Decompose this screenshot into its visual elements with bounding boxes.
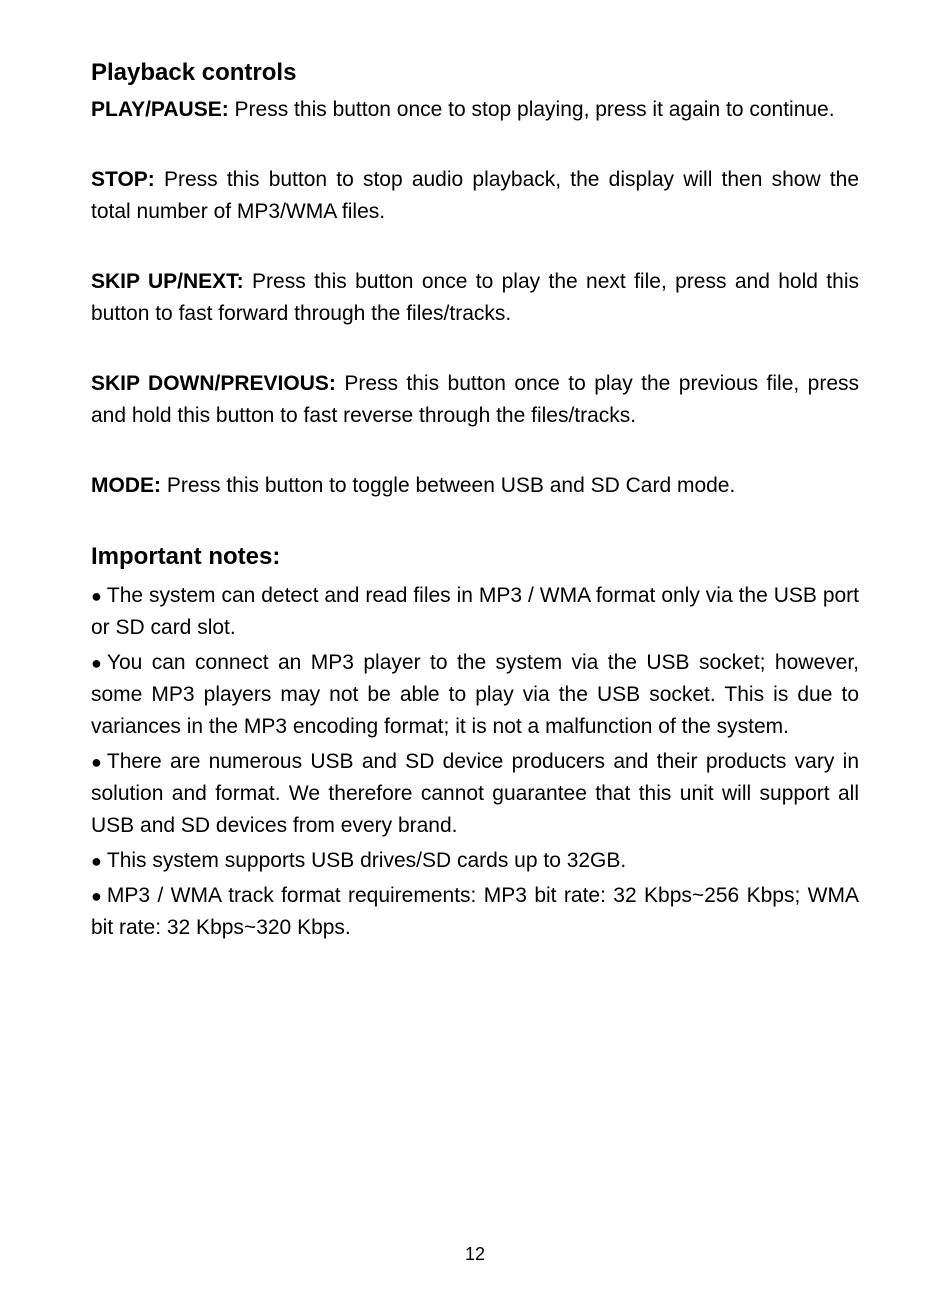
important-notes-heading: Important notes: bbox=[91, 543, 281, 570]
note-item bbox=[91, 845, 859, 877]
control-skip-previous bbox=[91, 368, 859, 432]
control-term: SKIP DOWN/PREVIOUS: bbox=[91, 372, 336, 395]
note-item bbox=[91, 880, 859, 944]
control-mode bbox=[91, 470, 859, 502]
note-text: There are numerous USB and SD device producers and their products vary in solution and format. We therefore cannot guarantee that this unit will support all USB and SD devices from every brand. bbox=[91, 750, 859, 837]
note-text: You can connect an MP3 player to the system via the USB socket; however, some MP3 players may not be able to play via the USB socket. This is due to variances in the MP3 encoding format; it is not a malfunction of the system. bbox=[91, 651, 859, 738]
bullet-icon: ● bbox=[91, 886, 102, 906]
note-text: MP3 / WMA track format requirements: MP3 bit rate: 32 Kbps~256 Kbps; WMA bit rate: 32 Kbps~320 Kbps. bbox=[91, 884, 859, 939]
control-term: MODE: bbox=[91, 474, 161, 497]
control-stop bbox=[91, 164, 859, 228]
page-number: 12 bbox=[464, 1244, 486, 1264]
control-term: PLAY/PAUSE: bbox=[91, 98, 229, 121]
control-term: STOP: bbox=[91, 168, 155, 191]
note-item bbox=[91, 647, 859, 743]
control-description: Press this button once to play the next file, press and hold this button to fast forward through the files/tracks. bbox=[91, 270, 859, 325]
control-play-pause bbox=[91, 94, 859, 126]
control-description: Press this button to toggle between USB and SD Card mode. bbox=[161, 474, 736, 497]
control-term: SKIP UP/NEXT: bbox=[91, 270, 244, 293]
control-description: Press this button to stop audio playback, the display will then show the total number of MP3/WMA files. bbox=[91, 168, 859, 223]
document-page bbox=[91, 56, 859, 944]
playback-controls-list bbox=[91, 94, 859, 502]
bullet-icon: ● bbox=[91, 653, 102, 673]
playback-controls-heading: Playback controls bbox=[91, 59, 297, 86]
note-text: This system supports USB drives/SD cards up to 32GB. bbox=[106, 849, 627, 872]
control-description: Press this button once to stop playing, press it again to continue. bbox=[228, 98, 835, 121]
bullet-icon: ● bbox=[91, 752, 102, 772]
control-skip-next bbox=[91, 266, 859, 330]
bullet-icon: ● bbox=[91, 586, 102, 606]
important-notes-list bbox=[91, 580, 859, 944]
bullet-icon: ● bbox=[91, 851, 102, 871]
note-item bbox=[91, 746, 859, 842]
note-item bbox=[91, 580, 859, 644]
control-description: Press this button once to play the previous file, press and hold this button to fast reverse through the files/tracks. bbox=[91, 372, 860, 427]
note-text: The system can detect and read files in MP3 / WMA format only via the USB port or SD card slot. bbox=[91, 584, 859, 639]
